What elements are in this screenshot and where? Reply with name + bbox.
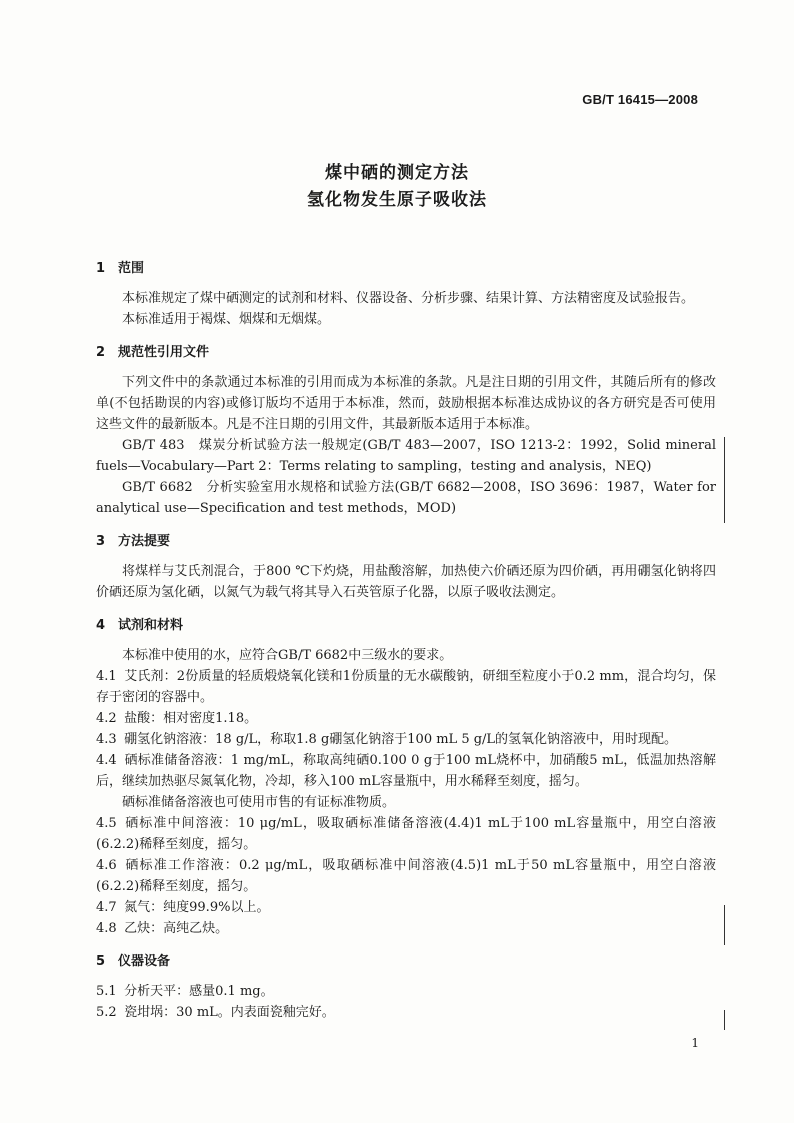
clause-number: 4.8 xyxy=(96,921,117,936)
section-number: 1 xyxy=(96,261,106,276)
clause-5-2 xyxy=(96,1002,716,1023)
clause-number: 4.7 xyxy=(96,900,117,915)
section-number: 5 xyxy=(96,954,106,969)
section-number: 4 xyxy=(96,618,106,633)
clause-4-5 xyxy=(96,813,716,855)
section-title: 试剂和材料 xyxy=(118,618,184,633)
clause-text: 分析天平：感量0.1 mg。 xyxy=(124,984,274,999)
clause-4-4-note: 硒标准储备溶液也可使用市售的有证标准物质。 xyxy=(122,795,396,810)
section-3-heading xyxy=(96,531,716,553)
section-title: 范围 xyxy=(118,261,145,276)
clause-text: 硼氢化钠溶液：18 g/L，称取1.8 g硼氢化钠溶于100 mL 5 g/L的氢氧化钠溶液中，用时现配。 xyxy=(124,732,678,747)
revision-margin-bar xyxy=(724,1010,725,1030)
normative-reference-gbt483: GB/T 483 煤炭分析试验方法一般规定(GB/T 483—2007，ISO 1213-2：1992，Solid mineral fuels—Vocabulary—Part 2：Terms relating to sampling，testing and analysis，NEQ) xyxy=(96,438,716,474)
section-title: 规范性引用文件 xyxy=(118,345,210,360)
clause-text: 硒标准储备溶液：1 mg/mL，称取高纯硒0.100 0 g于100 mL烧杯中，加硝酸5 mL，低温加热溶解后，继续加热驱尽氮氧化物，冷却，移入100 mL容量瓶中，用水稀释至刻度，摇匀。 xyxy=(96,753,716,789)
title-line-2: 氢化物发生原子吸收法 xyxy=(307,190,487,210)
section-1-paragraph-1: 本标准规定了煤中硒测定的试剂和材料、仪器设备、分析步骤、结果计算、方法精密度及试验报告。 xyxy=(122,291,695,306)
document-body xyxy=(96,258,716,1023)
clause-number: 4.6 xyxy=(96,858,117,873)
clause-text: 硒标准工作溶液：0.2 μg/mL，吸取硒标准中间溶液(4.5)1 mL于50 mL容量瓶中，用空白溶液(6.2.2)稀释至刻度，摇匀。 xyxy=(96,858,716,894)
clause-number: 4.4 xyxy=(96,753,117,768)
clause-text: 瓷坩埚：30 mL。内表面瓷釉完好。 xyxy=(124,1005,335,1020)
clause-number: 4.3 xyxy=(96,732,117,747)
clause-number: 5.1 xyxy=(96,984,117,999)
section-2-heading xyxy=(96,342,716,364)
section-1-paragraph-2: 本标准适用于褐煤、烟煤和无烟煤。 xyxy=(122,312,331,327)
clause-5-1 xyxy=(96,981,716,1002)
section-number: 2 xyxy=(96,345,106,360)
clause-text: 硒标准中间溶液：10 μg/mL，吸取硒标准储备溶液(4.4)1 mL于100 mL容量瓶中，用空白溶液(6.2.2)稀释至刻度，摇匀。 xyxy=(96,816,716,852)
section-1-heading xyxy=(96,258,716,280)
clause-number: 4.5 xyxy=(96,816,117,831)
revision-margin-bar xyxy=(724,905,725,945)
standard-code: GB/T 16415—2008 xyxy=(582,92,698,107)
section-4-heading xyxy=(96,615,716,637)
clause-4-4 xyxy=(96,750,716,792)
clause-4-3 xyxy=(96,729,716,750)
clause-4-8 xyxy=(96,918,716,939)
section-2-paragraph: 下列文件中的条款通过本标准的引用而成为本标准的条款。凡是注日期的引用文件，其随后所有的修改单(不包括勘误的内容)或修订版均不适用于本标准，然而，鼓励根据本标准达成协议的各方研究是否可使用这些文件的最新版本。凡是不注日期的引用文件，其最新版本适用于本标准。 xyxy=(96,375,716,432)
clause-4-7 xyxy=(96,897,716,918)
page-number: 1 xyxy=(691,1036,699,1050)
section-5-heading xyxy=(96,951,716,973)
clause-4-2 xyxy=(96,708,716,729)
section-title: 方法提要 xyxy=(118,534,171,549)
clause-number: 4.2 xyxy=(96,711,117,726)
clause-text: 乙炔：高纯乙炔。 xyxy=(124,921,229,936)
title-line-1: 煤中硒的测定方法 xyxy=(325,163,469,183)
clause-text: 艾氏剂：2份质量的轻质煅烧氧化镁和1份质量的无水碳酸钠，研细至粒度小于0.2 mm，混合均匀，保存于密闭的容器中。 xyxy=(96,669,716,705)
clause-4-6 xyxy=(96,855,716,897)
clause-text: 盐酸：相对密度1.18。 xyxy=(124,711,258,726)
document-title xyxy=(0,160,794,214)
clause-number: 5.2 xyxy=(96,1005,117,1020)
clause-number: 4.1 xyxy=(96,669,117,684)
normative-reference-gbt6682: GB/T 6682 分析实验室用水规格和试验方法(GB/T 6682—2008，ISO 3696：1987，Water for analytical use—Specification and test methods，MOD) xyxy=(96,480,716,516)
section-title: 仪器设备 xyxy=(118,954,171,969)
clause-text: 氮气：纯度99.9%以上。 xyxy=(124,900,270,915)
revision-margin-bar xyxy=(724,437,725,523)
section-4-paragraph: 本标准中使用的水，应符合GB/T 6682中三级水的要求。 xyxy=(122,648,453,663)
section-number: 3 xyxy=(96,534,106,549)
clause-4-1 xyxy=(96,666,716,708)
section-3-paragraph: 将煤样与艾氏剂混合，于800 ℃下灼烧，用盐酸溶解，加热使六价硒还原为四价硒，再用硼氢化钠将四价硒还原为氢化硒，以氮气为载气将其导入石英管原子化器，以原子吸收法测定。 xyxy=(96,564,716,600)
